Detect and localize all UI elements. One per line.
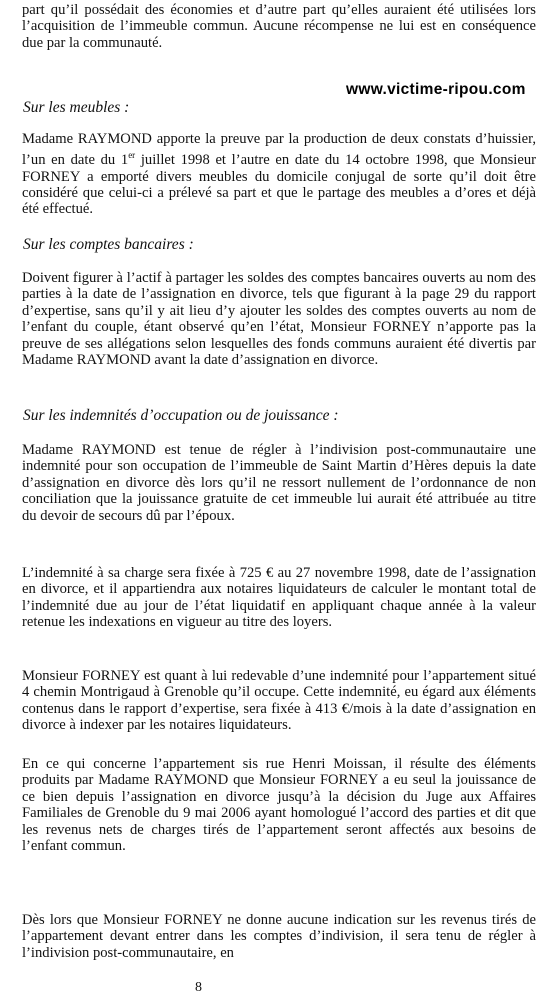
paragraph-indemnite-charge: L’indemnité à sa charge sera fixée à 725 € au 27 novembre 1998, date de l’assignation en divorce, et il appartiendra aux notaires liquidateurs de calculer le montant total de l’indemnité due au jour de l’état liquidatif en appliquant chaque année à la valeur retenue les indexations en vigueur au titre des loyers.: [22, 565, 536, 631]
paragraph-henri-moissan: En ce qui concerne l’appartement sis rue Henri Moissan, il résulte des éléments produits par Madame RAYMOND que Monsieur FORNEY a eu seul la jouissance de ce bien depuis l’assignation en divorce jusqu’à la décision du Juge aux Affaires Familiales de Grenoble du 9 mai 2006 ayant homologué l’accord des parties et dit que les revenus nets de charges tirés de l’appartement seront affectés aux besoins de l’enfant commun.: [22, 756, 536, 855]
paragraph-meubles-part2: juillet 1998 et l’autre en date du 14 octobre 1998, que Monsieur FORNEY a emporté divers meubles du domicile conjugal de sorte qu’il doit être considéré que celui-ci a prélevé sa part et que le partage des meubles a d’ores et déjà été effectué.: [22, 152, 536, 218]
paragraph-comptes-bancaires: Doivent figurer à l’actif à partager les soldes des comptes bancaires ouverts au nom des parties à la date de l’assignation en divorce, tels que figurant à la page 29 du rapport d’expertise, sans qu’il y ait lieu d’y ajouter les soldes des comptes ouverts au nom de l’enfant du couple, étant observé qu’en l’état, Monsieur FORNEY n’apporte pas la preuve de ses allégations selon lesquelles des fonds communs auraient été divertis par Madame RAYMOND avant la date d’assignation en divorce.: [22, 270, 536, 369]
watermark-url: www.victime-ripou.com: [346, 81, 526, 98]
heading-indemnites: Sur les indemnités d’occupation ou de jouissance :: [23, 407, 339, 424]
heading-meubles: Sur les meubles :: [23, 99, 130, 116]
paragraph-meubles-part1: Madame RAYMOND apporte la preuve par la production de deux constats d’huissier, l’un en date du 1: [22, 131, 536, 169]
heading-comptes-bancaires: Sur les comptes bancaires :: [23, 236, 194, 253]
paragraph-occupation-raymond: Madame RAYMOND est tenue de régler à l’indivision post-communautaire une indemnité pour son occupation de l’immeuble de Saint Martin d’Hères depuis la date d’assignation en divorce dès lors qu’il ne ressort nullement de l’ordonnance de non conciliation que la jouissance gratuite de cet immeuble lui aurait été attribuée au titre du devoir de secours dû par l’époux.: [22, 442, 536, 524]
paragraph-revenus: Dès lors que Monsieur FORNEY ne donne aucune indication sur les revenus tirés de l’appartement devant entrer dans les comptes d’indivision, il sera tenu de régler à l’indivision post-communautaire, en: [22, 912, 536, 961]
paragraph-recompense: part qu’il possédait des économies et d’autre part qu’elles auraient été utilisées lors l’acquisition de l’immeuble commun. Aucune récompense ne lui est en conséquence due par la communauté.: [22, 2, 536, 51]
paragraph-meubles: [22, 131, 536, 218]
superscript-er: er: [128, 150, 136, 161]
paragraph-indemnite-forney: Monsieur FORNEY est quant à lui redevable d’une indemnité pour l’appartement situé 4 chemin Montrigaud à Grenoble qu’il occupe. Cette indemnité, eu égard aux éléments contenus dans le rapport d’expertise, sera fixée à 413 €/mois à la date d’assignation en divorce à indexer par les notaires liquidateurs.: [22, 668, 536, 734]
page-number: 8: [195, 980, 202, 995]
